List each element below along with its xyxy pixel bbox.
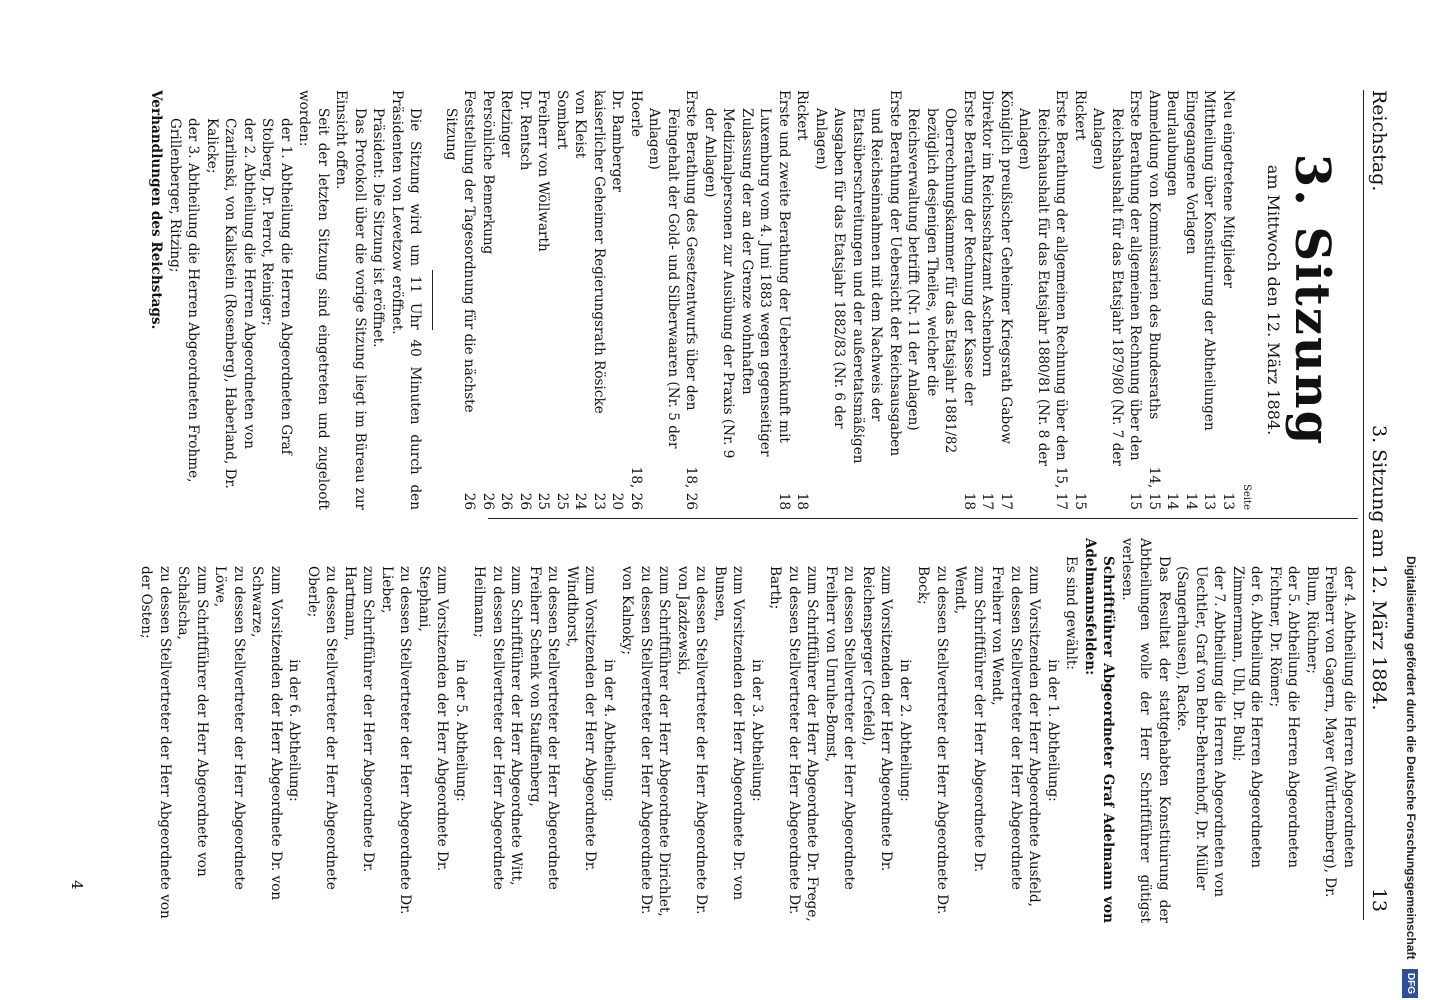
- session-date: am Mittwoch den 12. März 1884.: [1264, 164, 1283, 436]
- abtheilung-heading: in der 3. Abtheilung:: [749, 659, 765, 802]
- running-head-left: Reichstag.: [1368, 90, 1390, 192]
- toc-entry-text: Hoerle: [628, 90, 644, 137]
- page-number: 13: [1368, 887, 1390, 912]
- toc-entry-page: 25: [554, 492, 570, 510]
- officer-line: zu dessen Stellvertreter der Herr Abgeordnete Freiherr von Wendt,: [989, 566, 1024, 890]
- officer-line: zum Schriftführer der Herr Abgeordnete Dr. Hartmann,: [342, 566, 377, 873]
- toc-entry-page: 20: [609, 492, 626, 510]
- elected-officers: [137, 538, 1062, 923]
- toc-entry: [1163, 90, 1182, 510]
- running-head: [1363, 90, 1396, 920]
- toc-entry: [553, 90, 572, 510]
- toc-entry-page: 18, 26: [683, 466, 700, 510]
- toc-entry-text: Persönliche Bemerkung: [480, 90, 496, 255]
- right-column: [0, 528, 1358, 923]
- toc-entry-text: Anmeldung von Kommissarien des Bundesraths: [1146, 90, 1162, 420]
- abtheilung-heading: in der 1. Abtheilung:: [1045, 659, 1061, 802]
- toc-entry-page: 18: [776, 492, 792, 510]
- toc-entry-page: 13: [1220, 492, 1236, 510]
- officer-line: zum Vorsitzenden der Herr Abgeordnete Dr. Reichensperger (Crefeld),: [860, 566, 895, 872]
- toc-entry-text: Beurlaubungen: [1164, 90, 1181, 197]
- toc-entry: [516, 90, 535, 510]
- body-paragraph: Präsident: Die Sitzung ist eröffnet.: [370, 108, 387, 348]
- running-head-title: 3. Sitzung am 12. März 1884.: [1368, 425, 1390, 711]
- toc-entry: [442, 90, 479, 510]
- toc-entry: [1200, 90, 1219, 510]
- toc-entry-page: 18, 26: [628, 466, 644, 510]
- toc-entry-page: 13: [1201, 492, 1218, 510]
- officer-line: zum Vorsitzenden der Herr Abgeordnete Dr. von Schwarze,: [249, 566, 284, 901]
- officer-line: zu dessen Stellvertreter der Herr Abgeordnete Freiherr von Unruhe-Bomst,: [823, 566, 858, 890]
- abtheilung-assignment: der 5. Abtheilung die Herren Abgeordneten Fichtner, Dr. Römer;: [1267, 566, 1302, 869]
- schriftfuehrer-speaker: Schriftführer Abgeordneter Graf Adelmann von Adelmannsfelden:: [1082, 538, 1117, 923]
- body-paragraph: Das Protokoll über die vorige Sitzung liegt im Büreau zur Einsicht offen.: [333, 90, 368, 510]
- toc-entry: [645, 90, 701, 510]
- publication-footer: Verhandlungen des Reichstags.: [148, 90, 165, 330]
- section-rule: [433, 270, 434, 330]
- officer-line: zu dessen Stellvertreter der Herr Abgeordnete Dr. Lieber,: [379, 566, 414, 915]
- officer-line: zum Schriftführer der Herr Abgeordnete Dr. Wendt,: [952, 566, 987, 873]
- toc-entry: [812, 90, 905, 510]
- toc-entry-text: kaiserlicher Geheimer Regierungsrath Rösicke: [591, 90, 607, 414]
- toc-entry: [608, 90, 627, 510]
- toc-entry-text: Erste Berathung der allgemeinen Rechnung über den Reichshaushalt für das Etatsjahr 1879/80 (Nr. 7 der Anlagen): [1090, 90, 1144, 466]
- toc-entry: [534, 90, 553, 510]
- toc-entry: [1071, 90, 1090, 510]
- abtheilung-assignment: der 6. Abtheilung die Herren Abgeordneten Zimmermann, Uhl, Dr. Buhl;: [1230, 566, 1265, 869]
- toc-entry: [904, 90, 978, 510]
- toc-entry-text: Feststellung der Tagesordnung für die nächste Sitzung: [443, 90, 478, 413]
- officer-line: zum Vorsitzenden der Herr Abgeordnete Dr. Stephani,: [416, 566, 451, 872]
- table-of-contents: [442, 90, 1238, 510]
- toc-entry: [1089, 90, 1145, 510]
- abtheilung-heading: in der 6. Abtheilung:: [286, 659, 303, 802]
- toc-entry-page: 14: [1183, 492, 1199, 510]
- toc-entry-page: 25: [535, 492, 552, 510]
- abtheilung-assignments: [1173, 538, 1358, 923]
- toc-entry-page: 18: [961, 492, 977, 510]
- toc-entry: [997, 90, 1016, 510]
- toc-entry-page: 15, 17: [1053, 466, 1070, 510]
- toc-entry-text: Mittheilung über Konstituirung der Abtheilungen: [1201, 90, 1218, 431]
- signature-mark: 4: [68, 880, 86, 890]
- toc-entry-text: Direktor im Reichsschatzamt Aschenborn: [979, 90, 996, 377]
- abtheilung-heading: in der 4. Abtheilung:: [601, 659, 617, 802]
- officer-line: zu dessen Stellvertreter der Herr Abgeordnete von der Osten;: [138, 566, 173, 919]
- toc-entry-text: Rickert: [794, 90, 811, 141]
- toc-entry-page: 15: [1072, 492, 1088, 510]
- officer-line: zu dessen Stellvertreter der Herr Abgeordnete Dr. von Jazdzewski,: [675, 566, 710, 915]
- officer-line: zum Schriftführer der Herr Abgeordnete von Schalscha,: [175, 566, 210, 877]
- toc-entry-page: 17: [979, 492, 996, 510]
- toc-entry-text: Rickert: [1072, 90, 1088, 141]
- toc-entry: [479, 90, 498, 510]
- officer-line: zu dessen Stellvertreter der Herr Abgeordnete Oberle;: [305, 566, 340, 890]
- toc-entry-page: 14, 15: [1146, 466, 1162, 510]
- officer-line: zu dessen Stellvertreter der Herr Abgeordnete Dr. von Kalnoky;: [619, 566, 654, 915]
- toc-entry: [571, 90, 590, 510]
- officer-line: zu dessen Stellvertreter der Herr Abgeordnete Heilmann;: [471, 566, 506, 890]
- abtheilung-assignment: der 7. Abtheilung die Herren Abgeordneten von Uechtler, Graf von Behr-Behrenhoff, Dr. Müller (Sangerhausen), Racke.: [1174, 566, 1228, 897]
- toc-entry-text: Erste Berathung der Uebersicht der Reichsausgaben und Reichseinnahmen mit dem Nachweis der Etatsüberschreitungen und der außeretatsmäßigen Ausgaben für das Etatsjahr 1882/83 (Nr. 6 der Anlagen): [813, 90, 903, 464]
- toc-entry-text: Erste Berathung des Gesetzentwurfs über den Feingehalt der Gold- und Silberwaaren (Nr. 5 der Anlagen): [646, 90, 700, 449]
- toc-entry: [978, 90, 997, 510]
- body-paragraph: der 2. Abtheilung die Herren Abgeordneten von Czarlinski, von Kalkstein (Rosenberg), Haberland, Dr. Kalicke;: [204, 118, 257, 489]
- toc-entry-page: 26: [461, 492, 478, 510]
- toc-entry-page: 26: [498, 492, 515, 510]
- toc-entry: [590, 90, 609, 510]
- officer-line: zu dessen Stellvertreter der Herr Abgeordnete Löwe,: [212, 566, 247, 890]
- officer-line: zum Vorsitzenden der Herr Abgeordnete Dr. von Bunsen,: [712, 566, 747, 901]
- toc-entry-page: 17: [998, 492, 1014, 510]
- body-paragraph: Die Sitzung wird um 11 Uhr 40 Minuten durch den Präsidenten von Levetzow eröffnet.: [389, 90, 424, 510]
- abtheilung-heading: in der 5. Abtheilung:: [453, 659, 469, 802]
- body-paragraph: der 1. Abtheilung die Herren Abgeordneten Graf Stolberg, Dr. Perrot, Reiniger;: [259, 118, 294, 455]
- toc-entry-text: Eingegangene Vorlagen: [1183, 90, 1199, 255]
- result-intro: Das Resultat der stattgehabten Konstituirung der Abtheilungen wolle der Herr Schriftführer gütigst verlesen.: [1119, 538, 1172, 923]
- opening-proceedings: [147, 90, 425, 510]
- toc-entry: [1219, 90, 1238, 510]
- toc-entry-text: Dr. Rentsch: [517, 90, 533, 171]
- es-sind-gewaehlt: Es sind gewählt:: [1063, 556, 1080, 670]
- toc-entry-page: 23: [591, 492, 607, 510]
- toc-entry-text: Erste Berathung der allgemeinen Rechnung über den Reichshaushalt für das Etatsjahr 1880/81 (Nr. 8 der Anlagen): [1016, 90, 1070, 466]
- toc-entry-page: 24: [572, 492, 589, 510]
- toc-entry: [793, 90, 812, 510]
- officer-line: zum Schriftführer der Herr Abgeordnete Witt,: [508, 566, 525, 886]
- body-paragraph: Seit der letzten Sitzung sind eingetreten und zugelooft worden:: [296, 90, 331, 510]
- toc-entry-page: 15: [1127, 492, 1144, 510]
- toc-entry: [627, 90, 646, 510]
- toc-entry-text: Erste und zweite Berathung der Uebereinkunft mit Luxemburg vom 4. Juni 1883 wegen gegenseitiger Zulassung der an der Grenze wohnhaften Medizinalpersonen zur Ausübung der Praxis (Nr. 9 der Anlagen): [702, 90, 792, 459]
- body-paragraph: der 3. Abtheilung die Herren Abgeordneten Frohme, Grillenberger, Ritzing;: [167, 118, 202, 483]
- toc-entry-page: 14: [1164, 492, 1181, 510]
- toc-entry-text: Neu eingetretene Mitglieder: [1220, 90, 1236, 288]
- toc-entry: [497, 90, 516, 510]
- officer-line: zum Vorsitzenden der Herr Abgeordnete Dr. Windthorst,: [564, 566, 599, 872]
- dfg-notice: [1396, 8, 1426, 998]
- abtheilung-assignment: der 4. Abtheilung die Herren Abgeordneten Freiherr von Gagern, Mayer (Württemberg), Dr. Blum, Rüchner;: [1304, 566, 1357, 898]
- officer-line: zu dessen Stellvertreter der Herr Abgeordnete Dr. Barth;: [767, 566, 802, 915]
- toc-entry-page: 26: [480, 492, 496, 510]
- dfg-logo: DFG: [1402, 969, 1418, 998]
- officer-line: zum Vorsitzenden der Herr Abgeordnete Ausfeld,: [1026, 566, 1043, 908]
- toc-entry-page: 26: [517, 492, 533, 510]
- toc-entry-page: 18: [794, 492, 811, 510]
- officer-line: zu dessen Stellvertreter der Herr Abgeordnete Freiherr Schenk von Stauffenberg,: [527, 566, 562, 890]
- left-column: [0, 90, 1358, 510]
- seite-label: Seite: [1241, 484, 1253, 510]
- toc-entry: [1145, 90, 1164, 510]
- schriftfuehrer-label: [1081, 538, 1118, 923]
- officer-line: zu dessen Stellvertreter der Herr Abgeordnete Dr. Bock;: [915, 566, 950, 915]
- dfg-notice-text: Digitalisierung gefördert durch die Deutsche Forschungsgemeinschaft: [1404, 556, 1418, 960]
- abtheilung-heading: in der 2. Abtheilung:: [897, 659, 913, 802]
- session-title: 3. Sitzung: [1284, 153, 1340, 447]
- column-divider: [488, 518, 1358, 519]
- toc-entry: [701, 90, 794, 510]
- toc-entry-text: Retzinger: [498, 90, 515, 158]
- toc-entry: [1015, 90, 1071, 510]
- toc-entry-text: Königlich preußischer Geheimer Kriegsrath Gabow: [998, 90, 1014, 444]
- toc-entry-text: von Kleist: [572, 90, 589, 159]
- toc-entry: [1182, 90, 1201, 510]
- officer-line: zum Schriftführer der Herr Abgeordnete Dr. Frege,: [804, 566, 821, 922]
- toc-entry-text: Sombart: [554, 90, 570, 150]
- officer-line: zum Schriftführer der Herr Abgeordnete Dirichlet,: [656, 566, 673, 917]
- toc-entry-text: Erste Berathung der Rechnung der Kasse der Oberrechnungskammer für das Etatsjahr 1881/82 bezüglich desjenigen Theiles, welcher die Reichsverwaltung betrifft (Nr. 11 der Anlagen): [905, 90, 977, 454]
- toc-entry-text: Dr. Bamberger: [609, 90, 626, 193]
- toc-entry-text: Freiherr von Wöllwarth: [535, 90, 552, 252]
